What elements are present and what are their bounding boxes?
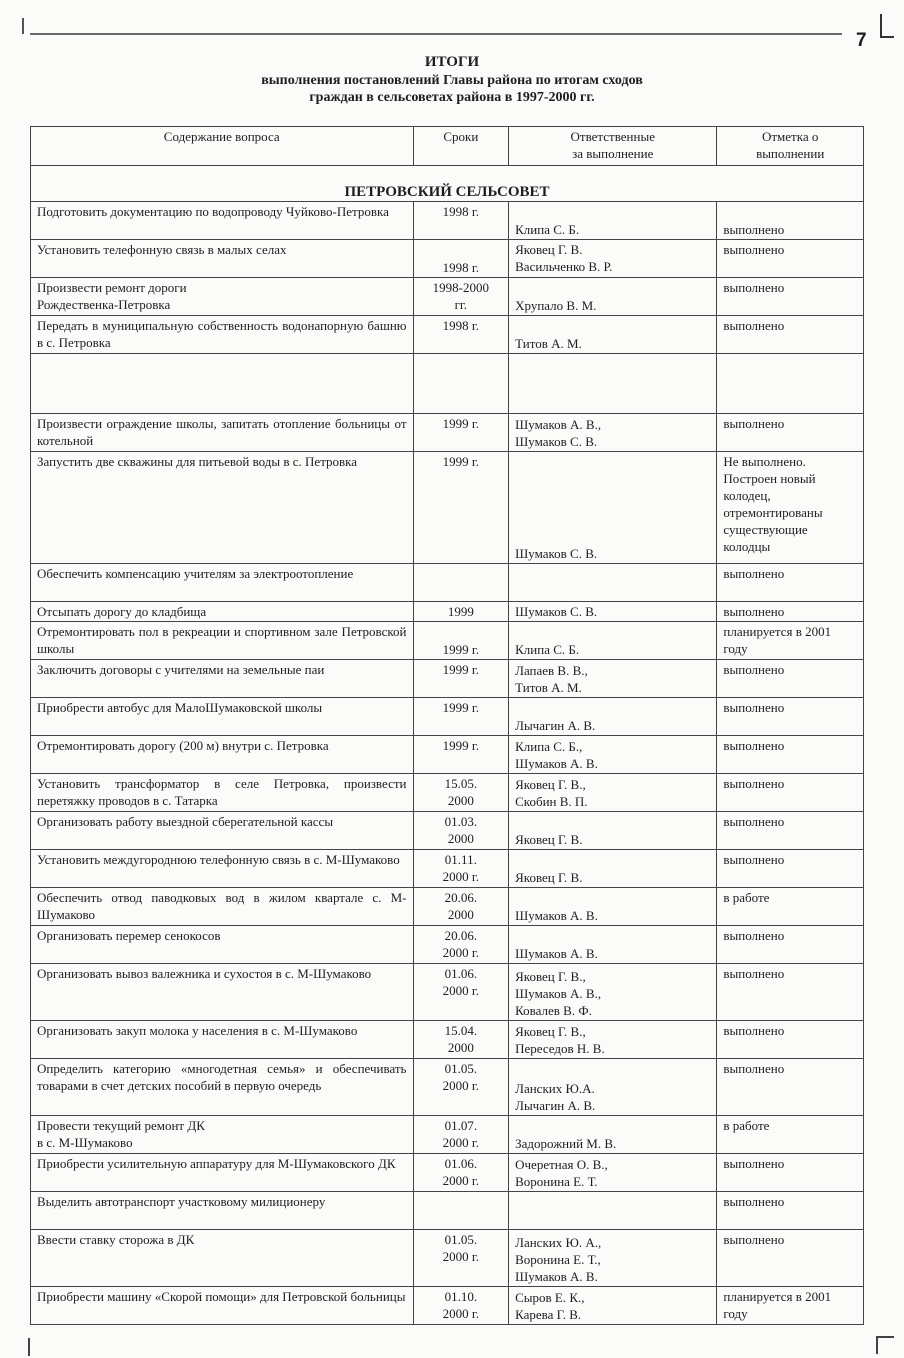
cell-responsible: Ланских Ю. А., Воронина Е. Т., Шумаков А. В. — [509, 1230, 717, 1287]
cell-status: выполнено — [717, 316, 864, 354]
cell-responsible: Яковец Г. В. — [509, 812, 717, 850]
cell-status: выполнено — [717, 414, 864, 452]
table-row — [31, 812, 864, 850]
table-row — [31, 888, 864, 926]
cell-deadline: 01.10. 2000 г. — [413, 1287, 509, 1325]
document-subtitle-line2: граждан в сельсоветах района в 1997-2000 гг. — [309, 90, 595, 105]
table-header-row — [31, 127, 864, 166]
cell-responsible: Сыров Е. К., Карева Г. В. — [509, 1287, 717, 1325]
table-row — [31, 736, 864, 774]
header-deadline: Сроки — [413, 127, 509, 166]
cell-status: выполнено — [717, 240, 864, 278]
table-row — [31, 774, 864, 812]
cell-responsible: Шумаков А. В., Шумаков С. В. — [509, 414, 717, 452]
cell-responsible: Клипа С. Б. — [509, 202, 717, 240]
cell-deadline: 1999 г. — [413, 698, 509, 736]
table-row — [31, 850, 864, 888]
cell-status: выполнено — [717, 602, 864, 622]
cell-responsible: Хрупало В. М. — [509, 278, 717, 316]
cell-deadline: 1999 г. — [413, 452, 509, 564]
cell-question: Приобрести автобус для МалоШумаковской школы — [31, 698, 414, 736]
cell-status: выполнено — [717, 278, 864, 316]
table-row — [31, 698, 864, 736]
table-row — [31, 1116, 864, 1154]
cell-question: Организовать перемер сенокосов — [31, 926, 414, 964]
cell-responsible: Задорожний М. В. — [509, 1116, 717, 1154]
cell-question: Обеспечить компенсацию учителям за электроотопление — [31, 564, 414, 602]
cell-status: в работе — [717, 1116, 864, 1154]
top-rule — [30, 33, 842, 35]
table-row — [31, 452, 864, 564]
cell-status — [717, 354, 864, 414]
cell-responsible: Шумаков А. В. — [509, 888, 717, 926]
cell-status: выполнено — [717, 850, 864, 888]
cell-deadline: 15.04. 2000 — [413, 1021, 509, 1059]
cell-deadline: 01.03. 2000 — [413, 812, 509, 850]
table-row — [31, 354, 864, 414]
results-table — [30, 126, 864, 1325]
cell-responsible: Яковец Г. В. — [509, 850, 717, 888]
document-title: ИТОГИ — [424, 54, 480, 70]
corner-mark — [876, 1336, 878, 1354]
header-status: Отметка о выполнении — [717, 127, 864, 166]
header-question: Содержание вопроса — [31, 127, 414, 166]
cell-responsible — [509, 354, 717, 414]
cell-status: выполнено — [717, 202, 864, 240]
cell-status: выполнено — [717, 964, 864, 1021]
cell-question: Произвести ограждение школы, запитать отопление больницы от котельной — [31, 414, 414, 452]
cell-responsible — [509, 1192, 717, 1230]
cell-status: выполнено — [717, 1059, 864, 1116]
cell-status: в работе — [717, 888, 864, 926]
cell-responsible: Яковец Г. В., Переседов Н. В. — [509, 1021, 717, 1059]
table-row — [31, 1230, 864, 1287]
cell-responsible: Клипа С. Б. — [509, 622, 717, 660]
cell-question: Организовать вывоз валежника и сухостоя в с. М-Шумаково — [31, 964, 414, 1021]
cell-question: Провести текущий ремонт ДК в с. М-Шумаково — [31, 1116, 414, 1154]
cell-deadline: 15.05. 2000 — [413, 774, 509, 812]
cell-question: Передать в муниципальную собственность водонапорную башню в с. Петровка — [31, 316, 414, 354]
cell-responsible — [509, 564, 717, 602]
table-row — [31, 660, 864, 698]
cell-status: выполнено — [717, 698, 864, 736]
cell-status: выполнено — [717, 1192, 864, 1230]
cell-deadline: 01.05. 2000 г. — [413, 1059, 509, 1116]
cell-question: Выделить автотранспорт участковому милиционеру — [31, 1192, 414, 1230]
cell-deadline: 1998 г. — [413, 316, 509, 354]
cell-deadline: 1999 г. — [413, 414, 509, 452]
corner-mark — [876, 1336, 894, 1338]
cell-deadline: 1998 г. — [413, 202, 509, 240]
cell-deadline: 01.06. 2000 г. — [413, 964, 509, 1021]
cell-responsible: Ланских Ю.А. Лычагин А. В. — [509, 1059, 717, 1116]
cell-deadline: 01.11. 2000 г. — [413, 850, 509, 888]
table-row — [31, 926, 864, 964]
cell-question: Подготовить документацию по водопроводу Чуйково-Петровка — [31, 202, 414, 240]
table-row — [31, 240, 864, 278]
cell-responsible: Яковец Г. В. Васильченко В. Р. — [509, 240, 717, 278]
cell-status: планируется в 2001 году — [717, 622, 864, 660]
cell-deadline: 1999 г. — [413, 622, 509, 660]
cell-status: выполнено — [717, 660, 864, 698]
cell-status: выполнено — [717, 926, 864, 964]
cell-deadline: 1999 г. — [413, 660, 509, 698]
cell-deadline — [413, 1192, 509, 1230]
cell-question: Приобрести усилительную аппаратуру для М-Шумаковского ДК — [31, 1154, 414, 1192]
cell-deadline: 01.06. 2000 г. — [413, 1154, 509, 1192]
table-row — [31, 278, 864, 316]
table-row — [31, 1287, 864, 1325]
cell-deadline: 01.07. 2000 г. — [413, 1116, 509, 1154]
cell-status: выполнено — [717, 774, 864, 812]
cell-responsible: Яковец Г. В., Скобин В. П. — [509, 774, 717, 812]
cell-responsible: Клипа С. Б., Шумаков А. В. — [509, 736, 717, 774]
cell-question: Организовать закуп молока у населения в с. М-Шумаково — [31, 1021, 414, 1059]
header-responsible: Ответственные за выполнение — [509, 127, 717, 166]
section-title: ПЕТРОВСКИЙ СЕЛЬСОВЕТ — [31, 166, 864, 202]
cell-deadline: 1998-2000 гг. — [413, 278, 509, 316]
cell-status: Не выполнено. Построен новый колодец, отремонтированы существующие колодцы — [717, 452, 864, 564]
cell-responsible: Титов А. М. — [509, 316, 717, 354]
cell-question — [31, 354, 414, 414]
cell-deadline: 20.06. 2000 г. — [413, 926, 509, 964]
cell-question: Установить телефонную связь в малых селах — [31, 240, 414, 278]
cell-responsible: Шумаков С. В. — [509, 452, 717, 564]
cell-deadline — [413, 564, 509, 602]
corner-mark — [22, 18, 24, 34]
cell-question: Произвести ремонт дороги Рождественка-Петровка — [31, 278, 414, 316]
document-subtitle-line1: выполнения постановлений Главы района по итогам сходов — [261, 73, 643, 88]
cell-deadline: 01.05. 2000 г. — [413, 1230, 509, 1287]
cell-responsible: Лапаев В. В., Титов А. М. — [509, 660, 717, 698]
cell-question: Отремонтировать пол в рекреации и спортивном зале Петровской школы — [31, 622, 414, 660]
cell-responsible: Лычагин А. В. — [509, 698, 717, 736]
cell-question: Установить трансформатор в селе Петровка, произвести перетяжку проводов в с. Татарка — [31, 774, 414, 812]
corner-mark — [880, 14, 882, 38]
cell-status: выполнено — [717, 1021, 864, 1059]
table-row — [31, 202, 864, 240]
cell-question: Установить междугороднюю телефонную связь в с. М-Шумаково — [31, 850, 414, 888]
corner-mark — [880, 36, 894, 38]
cell-deadline: 20.06. 2000 — [413, 888, 509, 926]
cell-status: выполнено — [717, 564, 864, 602]
cell-question: Отремонтировать дорогу (200 м) внутри с. Петровка — [31, 736, 414, 774]
cell-responsible: Очеретная О. В., Воронина Е. Т. — [509, 1154, 717, 1192]
page-number: 7 — [856, 30, 867, 51]
corner-mark — [28, 1338, 30, 1356]
cell-question: Ввести ставку сторожа в ДК — [31, 1230, 414, 1287]
cell-deadline: 1999 г. — [413, 736, 509, 774]
cell-responsible: Шумаков С. В. — [509, 602, 717, 622]
table-row — [31, 1192, 864, 1230]
cell-responsible: Яковец Г. В., Шумаков А. В., Ковалев В. Ф. — [509, 964, 717, 1021]
cell-status: выполнено — [717, 736, 864, 774]
cell-status: планируется в 2001 году — [717, 1287, 864, 1325]
cell-status: выполнено — [717, 1230, 864, 1287]
cell-status: выполнено — [717, 812, 864, 850]
cell-question: Заключить договоры с учителями на земельные паи — [31, 660, 414, 698]
cell-question: Определить категорию «многодетная семья» и обеспечивать товарами в счет детских пособий в первую очередь — [31, 1059, 414, 1116]
table-row — [31, 622, 864, 660]
table-row — [31, 316, 864, 354]
cell-status: выполнено — [717, 1154, 864, 1192]
table-row — [31, 564, 864, 602]
cell-deadline: 1998 г. — [413, 240, 509, 278]
cell-question: Организовать работу выездной сберегательной кассы — [31, 812, 414, 850]
cell-question: Приобрести машину «Скорой помощи» для Петровской больницы — [31, 1287, 414, 1325]
table-row — [31, 1059, 864, 1116]
table-row — [31, 964, 864, 1021]
cell-deadline: 1999 — [413, 602, 509, 622]
table-row — [31, 1021, 864, 1059]
cell-question: Отсыпать дорогу до кладбища — [31, 602, 414, 622]
table-row — [31, 602, 864, 622]
table-row — [31, 1154, 864, 1192]
cell-responsible: Шумаков А. В. — [509, 926, 717, 964]
section-row — [31, 166, 864, 202]
cell-question: Запустить две скважины для питьевой воды в с. Петровка — [31, 452, 414, 564]
table-row — [31, 414, 864, 452]
cell-deadline — [413, 354, 509, 414]
cell-question: Обеспечить отвод паводковых вод в жилом квартале с. М-Шумаково — [31, 888, 414, 926]
